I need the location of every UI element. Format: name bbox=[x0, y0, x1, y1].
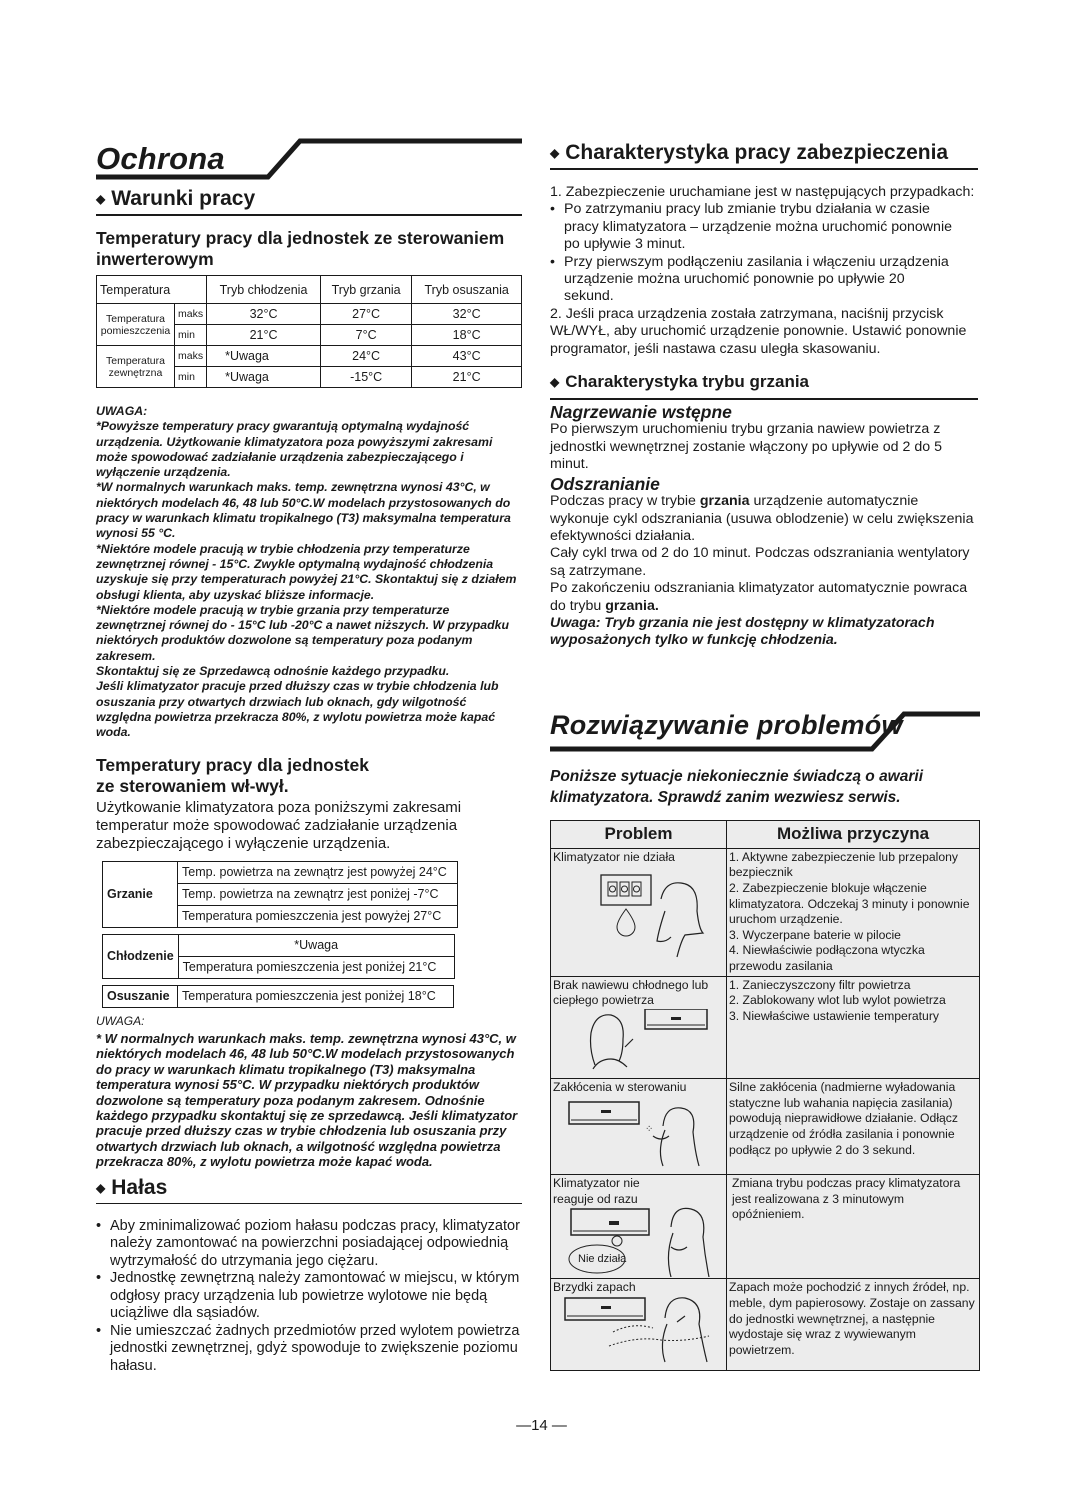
table-row: min *Uwaga -15°C 21°C bbox=[97, 367, 522, 388]
grzanie-body: Nagrzewanie wstępne Po pierwszym uruchomieniu trybu grzania nawiew powietrza z jednostki wewnętrznej zostanie włączony po upływie od 2 do 5 minut. Odszranianie Podczas pracy w trybie grzania urządzenie automatycznie wykonuje cykl odszraniania (usuwa oblodzenie) w celu zwiększenia efektywności działania. Cały cykl trwa od 2 do 10 minut. Podczas odszraniania wentylatory są zatrzymane. Po zakończeniu odszraniania klimatyzator automatycznie powraca do trybu grzania. Uwaga: Tryb grzania nie jest dostępny w klimatyzatorach wyposażonych tylko w funkcję chłodzenia. bbox=[550, 404, 978, 650]
table-header: Możliwa przyczyna bbox=[727, 820, 980, 848]
diamond-bullet-icon: ◆ bbox=[550, 375, 560, 390]
person-smell-illustration-icon bbox=[553, 1296, 723, 1364]
diamond-bullet-icon: ◆ bbox=[96, 1180, 106, 1195]
diamond-bullet-icon: ◆ bbox=[550, 146, 560, 160]
halas-list bbox=[96, 1218, 522, 1376]
table-header: Temperatura bbox=[97, 276, 207, 304]
speech-bubble-text: Nie działa bbox=[578, 1253, 627, 1266]
troubleshooting-table bbox=[550, 820, 980, 1371]
table-row: Brak nawiewu chłodnego lub ciepłego powietrza 1. Zanieczyszczony filtr powietrza 2. Zablokowany wlot lub wylot powietrza 3. Niewłaściwe ustawienie temperatury bbox=[551, 976, 980, 1079]
list-item: • Przy pierwszym podłączeniu zasilania i włączeniu urządzenia urządzenie można uruchomić ponownie po upływie 20 sekund. bbox=[550, 254, 978, 306]
right-column bbox=[550, 135, 978, 1371]
onoff-note: UWAGA: * W normalnych warunkach maks. temp. zewnętrzna wynosi 43°C, w niektórych modelach 46, 48 lub 50°C.W modelach przystosowanych do pracy w warunkach klimatu tropikalnego (T3) maksymalna temperatura wynosi 55°C. W przypadku niektórych produktów dozwolone są temperatury poza podanym zakresem. Odnośnie każdego przypadku skontaktuj się ze sprzedawcą. Jeśli klimatyzator pracuje przed dłuższy czas w trybie chłodzenia lub osuszania przy otwartych drzwiach lub oknach, a wilgotność względna powietrza przekracza 80%, z wylotu powietrza może kapać woda. bbox=[96, 1013, 518, 1170]
person-confused-illustration-icon bbox=[553, 871, 723, 961]
page-number: —14 — bbox=[516, 1417, 567, 1434]
onoff-subtitle: Temperatury pracy dla jednostek ze sterowaniem wł-wył. bbox=[96, 754, 369, 796]
person-pointing-ac-illustration-icon bbox=[553, 1009, 723, 1073]
osuszanie-table bbox=[102, 985, 454, 1008]
table-row: Klimatyzator nie działa 1. Aktywne zabezpieczenie lub przepalony bezpiecznik 2. Zabezpieczenie blokuje włączenie klimatyzatora. Odczekaj 3 minuty i ponownie uruchom urządzenie. 3. Wyczerpane baterie w pilocie 4. Niewłaściwie podłączona wtyczka przewodu zasilania bbox=[551, 848, 980, 976]
onoff-intro: Użytkowanie klimatyzatora poza poniższymi zakresami temperatur może spowodować zadziałanie urządzenia zabezpieczającego i wyłączenie urządzenia. bbox=[96, 798, 462, 852]
list-item: • Jednostkę zewnętrzną należy zamontować w miejscu, w którym odgłosy pracy urządzenia lub powietrze wylotowe nie będą uciążliwe dla sąsiadów. bbox=[96, 1270, 522, 1323]
table-row: Temperatura pomieszczenia jest powyżej 27°C bbox=[103, 905, 458, 927]
table-row: Temp. powietrza na zewnątrz jest poniżej -7°C bbox=[103, 883, 458, 905]
troubleshooting-intro: Poniższe sytuacje niekoniecznie świadczą o awarii klimatyzatora. Sprawdź zanim wezwiesz serwis. bbox=[550, 767, 924, 806]
page-title: Ochrona bbox=[96, 141, 225, 176]
table-header: Tryb grzania bbox=[320, 276, 411, 304]
section-title-grzanie: ◆ Charakterystyka trybu grzania bbox=[550, 372, 978, 400]
list-item: • Nie umieszczać żadnych przedmiotów przed wylotem powietrza jednostki zewnętrznej, gdyż spowoduje to zwiększenie poziomu hałasu. bbox=[96, 1323, 522, 1376]
inverter-note: UWAGA: *Powyższe temperatury pracy gwarantują optymalną wydajność urządzenia. Użytkowanie klimatyzatora poza powyższymi zakresami może spowodować zadziałanie urządzenia zabezpieczającego i wyłączenie urządzenia. *W normalnych warunkach maks. temp. zewnętrzna wynosi 43°C, w niektórych modelach 46, 48 lub 50°C.W modelach przystosowanych do pracy w warunkach klimatu tropikalnego (T3) maksymalna temperatura wynosi 55 °C. *Niektóre modele pracują w trybie chłodzenia przy temperaturze zewnętrznej równej - 15°C. Zwykle optymalną wydajność chłodzenia uzyskuje się przy temperaturach powyżej 21°C. Skontaktuj się z działem obsługi klienta, aby uzyskać bliższe informacje. *Niektóre modele pracują w trybie grzania przy temperaturze zewnętrznej równej do - 15°C lub -20°C a nawet niższych. W przypadku niektórych produktów dozwolone są temperatury poza podanym zakresem. Skontaktuj się ze Sprzedawcą odnośnie każdego przypadku. Jeśli klimatyzator pracuje przed dłuższy czas w trybie chłodzenia lub osuszania przy otwartych drzwiach lub oknach, gdy wilgotność względna powietrza przekracza 80%, z wylotu powietrza może kapać woda. bbox=[96, 404, 517, 740]
inverter-temp-table bbox=[96, 275, 522, 388]
table-row: Grzanie Temp. powietrza na zewnątrz jest powyżej 24°C bbox=[103, 861, 458, 883]
person-remote-ac-illustration-icon bbox=[553, 1096, 723, 1168]
table-row: Zakłócenia w sterowaniu ⁘ Silne zakłócenia (nadmierne wyładowania statyczne lub wahania napięcia zasilania) powodują nieprawidłowe działanie. Odłącz urządzenie od źródła zasilania i ponownie podłącz po upływie 2 do 3 sekund. bbox=[551, 1079, 980, 1175]
list-item: • Po zatrzymaniu pracy lub zmianie trybu działania w czasie pracy klimatyzatora – urządzenie można uruchomić ponownie po upływie 3 minut. bbox=[550, 201, 978, 253]
onoff-tables bbox=[102, 861, 522, 1008]
table-row: Osuszanie Temperatura pomieszczenia jest poniżej 18°C bbox=[103, 985, 454, 1007]
table-row: Temperatura pomieszczenia maks 32°C 27°C 32°C bbox=[97, 304, 522, 325]
list-item: • Aby zminimalizować poziom hałasu podczas pracy, klimatyzator należy zamontować na powierzchni posiadającej odpowiednią wytrzymałość do utrzymania jego ciężaru. bbox=[96, 1218, 522, 1271]
section-title-zabezpieczenie: ◆ Charakterystyka pracy zabezpieczenia bbox=[550, 141, 978, 170]
table-row: Temperatura zewnętrzna maks *Uwaga 24°C 43°C bbox=[97, 346, 522, 367]
table-row: Brzydki zapach Zapach może pochodzić z innych źródeł, np. meble, dym papierosowy. Zostaje on zassany do jednostki wewnętrznej, a następnie wydostaje się wraz z wywiewanym powietrzem. bbox=[551, 1279, 980, 1370]
section-title-halas: ◆ Hałas bbox=[96, 1176, 522, 1204]
table-header: Tryb osuszania bbox=[412, 276, 522, 304]
table-header: Tryb chłodzenia bbox=[207, 276, 321, 304]
table-row: min 21°C 7°C 18°C bbox=[97, 325, 522, 346]
table-row: Klimatyzator nie reaguje od razu Nie działa Zmiana trybu podczas pracy klimatyzatora jest realizowana z 3 minutowym opóźnieniem. bbox=[551, 1175, 980, 1279]
svg-text:⁘: ⁘ bbox=[645, 1123, 654, 1135]
section-title-warunki: ◆ Warunki pracy bbox=[96, 187, 522, 216]
preheat-title: Nagrzewanie wstępne bbox=[550, 402, 732, 423]
table-row: Temperatura pomieszczenia jest poniżej 21°C bbox=[103, 956, 455, 978]
chlodzenie-table bbox=[102, 934, 455, 979]
diamond-bullet-icon: ◆ bbox=[96, 192, 106, 206]
table-header: Problem bbox=[551, 820, 727, 848]
defrost-title: Odszranianie bbox=[550, 473, 660, 494]
left-column bbox=[96, 135, 522, 1375]
grzanie-table bbox=[102, 861, 458, 928]
zabezpieczenie-body: 1. Zabezpieczenie uruchamiane jest w następujących przypadkach: • Po zatrzymaniu pracy lub zmianie trybu działania w czasie pracy klimatyzatora – urządzenie można uruchomić ponownie po upływie 3 minut. • Przy pierwszym podłączeniu zasilania i włączeniu urządzenia urządzenie można uruchomić ponownie po upływie 20 sekund. 2. Jeśli praca urządzenia została zatrzymana, naciśnij przycisk WŁ/WYŁ, aby uruchomić urządzenie ponownie. Ustawić ponownie programator, jeśli nastawa czasu uległa skasowaniu. bbox=[550, 184, 978, 358]
ochrona-heading bbox=[96, 135, 522, 183]
zabezpieczenie-list bbox=[550, 201, 978, 305]
table-row: Chłodzenie *Uwaga bbox=[103, 934, 455, 956]
troubleshooting-heading: Rozwiązywanie problemów bbox=[550, 706, 980, 754]
inverter-subtitle: Temperatury pracy dla jednostek ze sterowaniem inwerterowym bbox=[96, 228, 505, 269]
grzanie-warning: Uwaga: Tryb grzania nie jest dostępny w klimatyzatorach wyposażonych tylko w funkcję chłodzenia. bbox=[550, 614, 935, 649]
